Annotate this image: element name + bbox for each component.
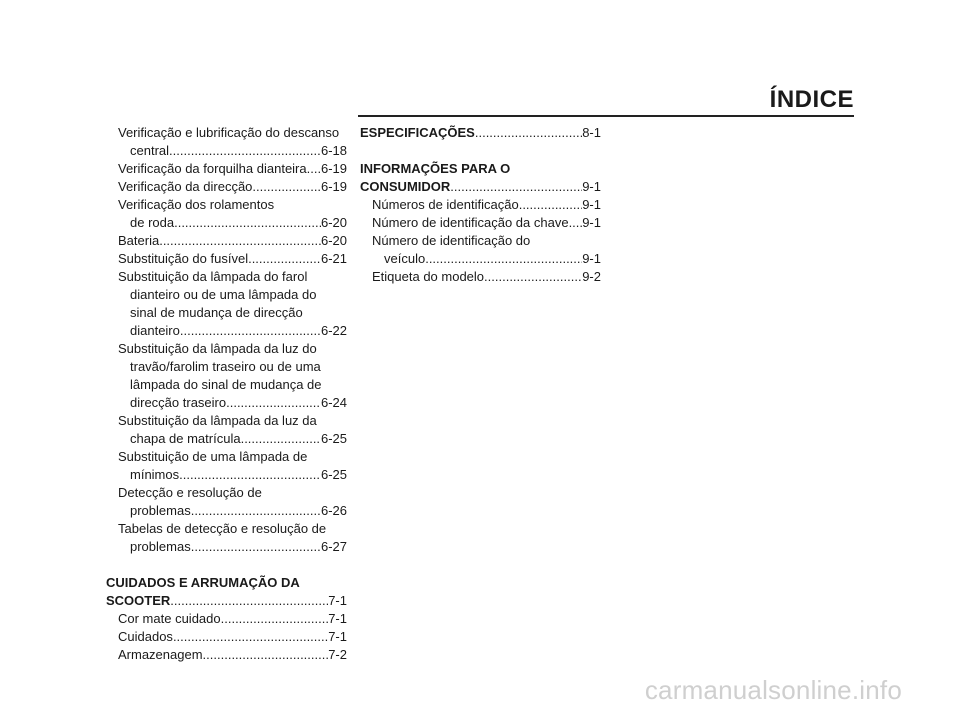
toc-entry-text: ESPECIFICAÇÕES (360, 125, 475, 140)
toc-page-number: 9-1 (582, 215, 601, 230)
toc-entry[interactable] (106, 232, 347, 250)
dot-leader (569, 214, 583, 232)
dot-leader (170, 592, 328, 610)
toc-entry[interactable] (106, 484, 347, 520)
toc-entry-text: Bateria (118, 233, 160, 248)
toc-entry-text: Número de identificação da chave (372, 215, 569, 230)
toc-entry-text: central (130, 143, 170, 158)
dot-leader (191, 538, 321, 556)
toc-entry-text: Números de identificação (372, 197, 519, 212)
toc-entry-text: INFORMAÇÕES PARA O (360, 161, 511, 176)
toc-page-number: 6-26 (320, 503, 347, 518)
dot-leader (475, 124, 582, 142)
dot-leader (169, 142, 321, 160)
toc-page-number: 9-1 (582, 179, 601, 194)
toc-page-number: 6-20 (320, 215, 347, 230)
toc-left-column (106, 124, 347, 664)
toc-entry[interactable] (106, 520, 347, 556)
toc-entry-text: Armazenagem (118, 647, 203, 662)
toc-entry[interactable] (106, 448, 347, 484)
dot-leader (180, 322, 321, 340)
toc-entry-text: de roda (130, 215, 175, 230)
toc-page-number: 6-19 (320, 179, 347, 194)
dot-leader (425, 250, 582, 268)
toc-entry[interactable] (360, 232, 601, 268)
toc-page-number: 7-2 (328, 647, 347, 662)
dot-leader (159, 232, 321, 250)
toc-entry-text: Detecção e resolução de (118, 485, 262, 500)
toc-entry-text: CONSUMIDOR (360, 179, 451, 194)
dot-leader (248, 250, 321, 268)
dot-leader (519, 196, 583, 214)
toc-entry-text: Cuidados (118, 629, 173, 644)
toc-entry[interactable] (106, 268, 347, 340)
dot-leader (191, 502, 321, 520)
watermark-text: carmanualsonline.info (644, 675, 902, 705)
toc-entry[interactable] (106, 196, 347, 232)
toc-entry-text: CUIDADOS E ARRUMAÇÃO DA (106, 575, 300, 590)
toc-entry-text: dianteiro (130, 323, 180, 338)
toc-page-number: 7-1 (328, 611, 347, 626)
toc-entry-text: problemas (130, 503, 191, 518)
toc-page-number: 8-1 (582, 125, 601, 140)
toc-entry-text: dianteiro ou de uma lâmpada do (130, 287, 317, 302)
dot-leader (241, 430, 321, 448)
toc-page-number: 6-24 (320, 395, 347, 410)
toc-entry[interactable] (106, 412, 347, 448)
dot-leader (450, 178, 582, 196)
toc-entry-text: Verificação da direcção (118, 179, 253, 194)
toc-page-number: 7-1 (328, 593, 347, 608)
page-title: ÍNDICE (769, 86, 854, 113)
toc-section-entry[interactable] (360, 160, 601, 196)
toc-entry-text: SCOOTER (106, 593, 171, 608)
toc-entry-text: Tabelas de detecção e resolução de (118, 521, 327, 536)
toc-page-number: 9-1 (582, 197, 601, 212)
toc-entry[interactable] (106, 124, 347, 160)
toc-entry[interactable] (106, 646, 347, 664)
dot-leader (203, 646, 329, 664)
dot-leader (173, 628, 328, 646)
dot-leader (174, 214, 321, 232)
dot-leader (307, 160, 321, 178)
toc-entry[interactable] (106, 628, 347, 646)
toc-page-number: 6-21 (320, 251, 347, 266)
toc-entry-text: veículo (384, 251, 426, 266)
toc-page-number: 6-27 (320, 539, 347, 554)
dot-leader (179, 466, 321, 484)
toc-entry-text: direcção traseiro (130, 395, 227, 410)
dot-leader (252, 178, 321, 196)
toc-entry-text: problemas (130, 539, 191, 554)
toc-entry-text: Substituição da lâmpada do farol (118, 269, 308, 284)
toc-entry[interactable] (106, 340, 347, 412)
toc-page-number: 9-1 (582, 251, 601, 266)
toc-entry[interactable] (106, 610, 347, 628)
dot-leader (221, 610, 329, 628)
toc-entry-text: Substituição da lâmpada da luz do (118, 341, 317, 356)
toc-section-entry[interactable] (360, 124, 601, 142)
toc-page-number: 6-22 (320, 323, 347, 338)
toc-entry-text: chapa de matrícula (130, 431, 241, 446)
toc-entry[interactable] (360, 196, 601, 214)
toc-page-number: 7-1 (328, 629, 347, 644)
toc-entry-text: Número de identificação do (372, 233, 531, 248)
toc-entry-text: sinal de mudança de direcção (130, 305, 303, 320)
toc-right-column (360, 124, 601, 286)
title-divider (358, 115, 854, 117)
toc-entry-text: Verificação dos rolamentos (118, 197, 275, 212)
toc-entry-text: Cor mate cuidado (118, 611, 221, 626)
toc-section-entry[interactable] (106, 574, 347, 610)
toc-entry[interactable] (106, 250, 347, 268)
dot-leader (484, 268, 582, 286)
toc-entry-text: Substituição do fusível (118, 251, 249, 266)
toc-entry[interactable] (106, 178, 347, 196)
toc-entry-text: travão/farolim traseiro ou de uma (130, 359, 321, 374)
toc-page-number: 9-2 (582, 269, 601, 284)
dot-leader (226, 394, 321, 412)
toc-page-number: 6-18 (320, 143, 347, 158)
toc-entry-text: Substituição de uma lâmpada de (118, 449, 308, 464)
toc-entry-text: mínimos (130, 467, 180, 482)
toc-entry[interactable] (106, 160, 347, 178)
toc-entry-text: Verificação e lubrificação do descanso (118, 125, 340, 140)
toc-entry[interactable] (360, 214, 601, 232)
toc-entry-text: Substituição da lâmpada da luz da (118, 413, 317, 428)
toc-page-number: 6-20 (320, 233, 347, 248)
toc-entry[interactable] (360, 268, 601, 286)
toc-page-number: 6-19 (320, 161, 347, 176)
toc-entry-text: Verificação da forquilha dianteira (118, 161, 307, 176)
toc-entry-text: Etiqueta do modelo (372, 269, 485, 284)
toc-page-number: 6-25 (320, 467, 347, 482)
toc-entry-text: lâmpada do sinal de mudança de (130, 377, 322, 392)
toc-page-number: 6-25 (320, 431, 347, 446)
